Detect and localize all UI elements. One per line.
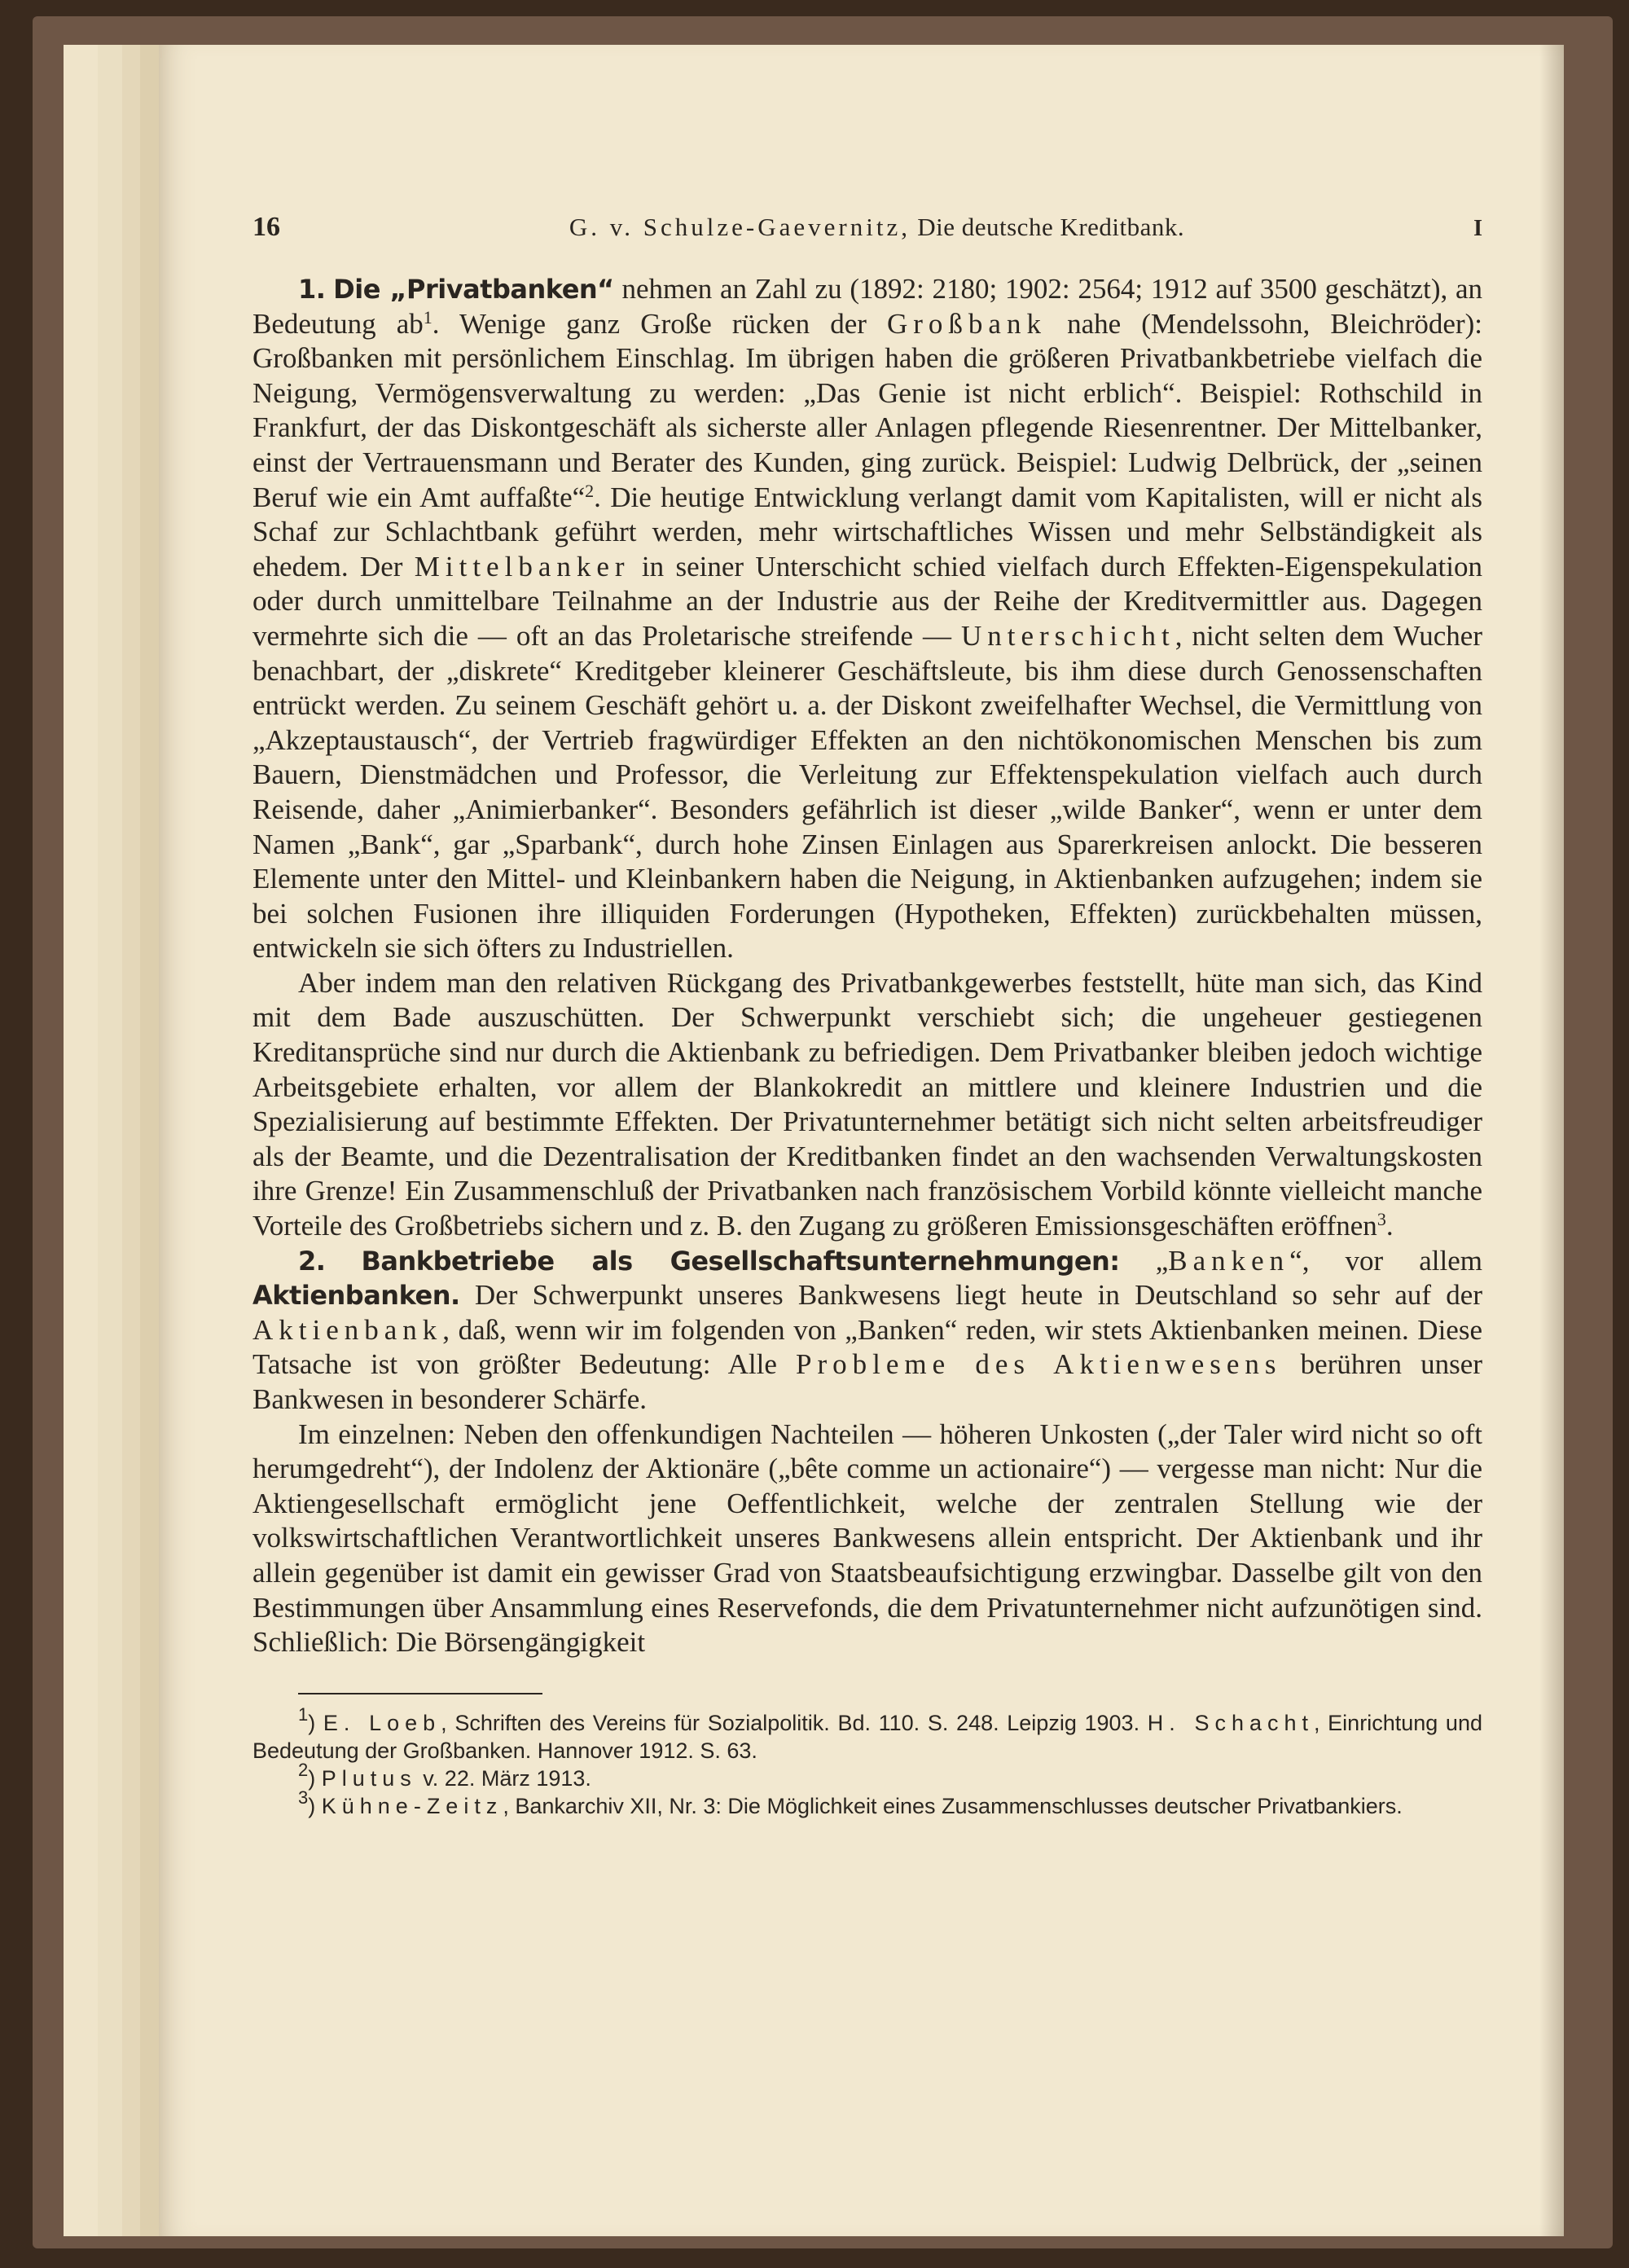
emphasis: Banken — [1168, 1244, 1290, 1277]
footnote-text: , Schriften des Vereins für Sozialpolitik. Bd. 110. S. 248. Leipzig 1903. — [441, 1710, 1140, 1735]
section-heading-bankbetriebe: Bankbetriebe als Gesellschaftsunternehmungen: — [361, 1245, 1120, 1277]
text: . — [1385, 1210, 1394, 1242]
section-number-2: 2. — [298, 1245, 326, 1277]
text: , daß, wenn wir im folgenden von „Banken“ reden, wir stets Aktienbanken meinen. Diese Tatsache ist von größter Bedeutung: Alle — [252, 1313, 1482, 1381]
footnote-author: Kühne-Zeitz — [321, 1793, 503, 1818]
text: berühren unser Bankwesen in besonderer Schärfe. — [252, 1348, 1482, 1415]
emphasis: Mittelbanker — [414, 550, 630, 582]
paragraph-einzelnen — [252, 1418, 1482, 1660]
running-header — [252, 212, 1482, 243]
header-title: Die deutsche Kreditbank. — [917, 213, 1185, 241]
paragraph-aktienbanken — [252, 1244, 1482, 1418]
page-content — [252, 212, 1482, 1820]
text: in seiner Unterschicht schied vielfach durch Effekten-Eigenspekulation oder durch unmittelbare Teilnahme an der Industrie aus der Reihe der Kreditvermittler aus. Dagegen vermehrte sich die — oft an das Proletarische streifende — — [252, 550, 1482, 652]
footnote-ref: 1 — [423, 306, 432, 327]
text: nehmen an Zahl zu (1892: 2180; 1902: 2564; 1912 auf 3500 geschätzt), an Bedeutung ab — [252, 273, 1483, 340]
footnote-ref: 2 — [585, 480, 595, 501]
footnote-mark: 1 — [298, 1703, 309, 1725]
page-number: 16 — [252, 212, 280, 242]
emphasis: Probleme des Aktienwesens — [796, 1348, 1282, 1381]
footnote-author: H. Schacht — [1147, 1710, 1314, 1735]
footnote-ref: 3 — [1377, 1209, 1386, 1230]
emphasis: Unterschicht — [960, 619, 1175, 652]
text: “, vor allem — [1289, 1244, 1483, 1277]
paragraph-rueckgang — [252, 966, 1482, 1244]
footnote-text: , Einrichtung und Bedeutung der Großbanken. Hannover 1912. S. 63. — [252, 1710, 1482, 1763]
text: Der Schwerpunkt unseres Bankwesens liegt heute in Deutschland so sehr auf der — [459, 1279, 1482, 1312]
page-shadow — [1539, 45, 1564, 2236]
section-heading-privatbanken: Die „Privatbanken“ — [333, 274, 614, 305]
running-title — [280, 213, 1473, 242]
paragraph-privatbanken — [252, 272, 1482, 966]
heading-aktienbanken: Aktienbanken. — [252, 1280, 460, 1312]
text: Aber indem man den relativen Rückgang des Privatbankgewerbes feststellt, hüte man sich, das Kind mit dem Bade auszuschütten. Der Schwerpunkt verschiebt sich; die ungeheuer gestiegenen Kreditansprüche sind nur durch die Aktienbank zu befriedigen. Dem Privatbanker bleiben jedoch wichtige Arbeitsgebiete erhalten, vor allem der Blankokredit an mittlere und kleinere Industrien und die Spezialisierung auf bestimmte Effekten. Der Privatunternehmer betätigt sich nicht selten arbeitsfreudiger als der Beamte, und die Dezentralisation der Kreditbanken findet an den wachsenden Verwaltungskosten ihre Grenze! Ein Zusammenschluß der Privatbanken nach französischem Vorbild könnte vielleicht manche Vorteile des Großbetriebs sichern und z. B. den Zugang zu größeren Emissionsgeschäften eröffnen — [252, 966, 1482, 1242]
text: „ — [1119, 1244, 1169, 1277]
footnote-mark: 3 — [298, 1787, 309, 1808]
text: . Die heutige Entwicklung verlangt damit vom Kapitalisten, will er nicht als Schaf zur Schlachtbank geführt werden, mehr wirtschaftliches Wissen und mehr Selbständigkeit als ehedem. Der — [252, 481, 1483, 582]
section-number-1: 1. — [298, 274, 326, 305]
footnote-text: , Bankarchiv XII, Nr. 3: Die Möglichkeit eines Zusammenschlusses deutscher Privatbankiers. — [503, 1793, 1403, 1818]
footnote-author: Plutus — [321, 1765, 417, 1791]
text: Im einzelnen: Neben den offenkundigen Nachteilen — höheren Unkosten („der Taler wird nicht so oft herumgedreht“), der Indolenz der Aktionäre („bête comme un actionaire“) — vergesse man nicht: Nur die Aktiengesellschaft ermöglicht jene Oeffentlichkeit, welche der zentralen Stellung wie der volkswirtschaftlichen Verantwortlichkeit unseres Bankwesens allein entspricht. Der Aktienbank und ihr allein gegenüber ist damit ein gewisser Grad von Staatsbeaufsichtigung erzwingbar. Dasselbe gilt von den Bestimmungen über Ansammlung eines Reservefonds, die dem Privatunternehmer nicht aufzunötigen sind. Schließlich: Die Börsengängigkeit — [252, 1418, 1482, 1659]
footnote-author: E. Loeb — [323, 1710, 441, 1735]
footnote-text: v. 22. März 1913. — [416, 1765, 591, 1791]
emphasis: Aktienbank — [252, 1313, 443, 1346]
footnotes — [252, 1703, 1482, 1820]
footnote-3: $^3$) Kühne-Zeitz, Bankarchiv XII, Nr. 3: Die Möglichkeit eines Zusammenschlusses deutscher Privatbankiers. — [298, 1787, 1403, 1818]
footnote-mark: 2 — [298, 1759, 309, 1780]
text: . Wenige ganz Große rücken der — [432, 307, 887, 340]
footnote-divider — [298, 1693, 542, 1694]
footnote-2: $^2$) Plutus v. 22. März 1913. — [298, 1759, 591, 1791]
emphasis: Großbank — [887, 307, 1047, 340]
text: , nicht selten dem Wucher benachbart, der „diskrete“ Kreditgeber kleinerer Geschäftsleute, bis ihm diese durch Genossenschaften entrückt werden. Zu seinem Geschäft gehört u. a. der Diskont zweifelhafter Wechsel, die Vermittlung von „Akzeptaustausch“, der Vertrieb fragwürdiger Effekten an den nichtökonomischen Menschen bis zum Bauern, Dienstmädchen und Professor, die Verleitung zur Effektenspekulation vielfach auch durch Reisende, daher „Animierbanker“. Besonders gefährlich ist dieser „wilde Banker“, wenn er unter dem Namen „Bank“, gar „Sparbank“, durch hohe Zinsen Einlagen aus Sparerkreisen anlockt. Die besseren Elemente unter den Mittel- und Kleinbankern haben die Neigung, in Aktienbanken aufzugehen; indem sie bei solchen Fusionen ihre illiquiden Forderungen (Hypotheken, Effekten) zurückbehalten müssen, entwickeln sie sich öfters zu Industriellen. — [252, 619, 1482, 965]
text: nahe (Mendelssohn, Bleichröder): Großbanken mit persönlichem Einschlag. Im übrigen haben die größeren Privatbankbetriebe vielfach die Neigung, Vermögensverwaltung zu werden: „Das Genie ist nicht erblich“. Beispiel: Rothschild in Frankfurt, der das Diskontgeschäft als sicherste aller Anlagen pflegende Riesenrentner. Der Mittelbanker, einst der Vertrauensmann und Berater des Kunden, ging zurück. Beispiel: Ludwig Delbrück, der „seinen Beruf wie ein Amt auffaßte“ — [252, 307, 1482, 513]
header-author: G. v. Schulze-Gaevernitz, — [569, 213, 911, 241]
footnote-1: $^1$) E. Loeb, Schriften des Vereins für Sozialpolitik. Bd. 110. S. 248. Leipzig 1903. H. Schacht, Einrichtung und Bedeutung der Großbanken. Hannover 1912. S. 63. — [252, 1703, 1482, 1763]
section-number: I — [1473, 216, 1482, 241]
